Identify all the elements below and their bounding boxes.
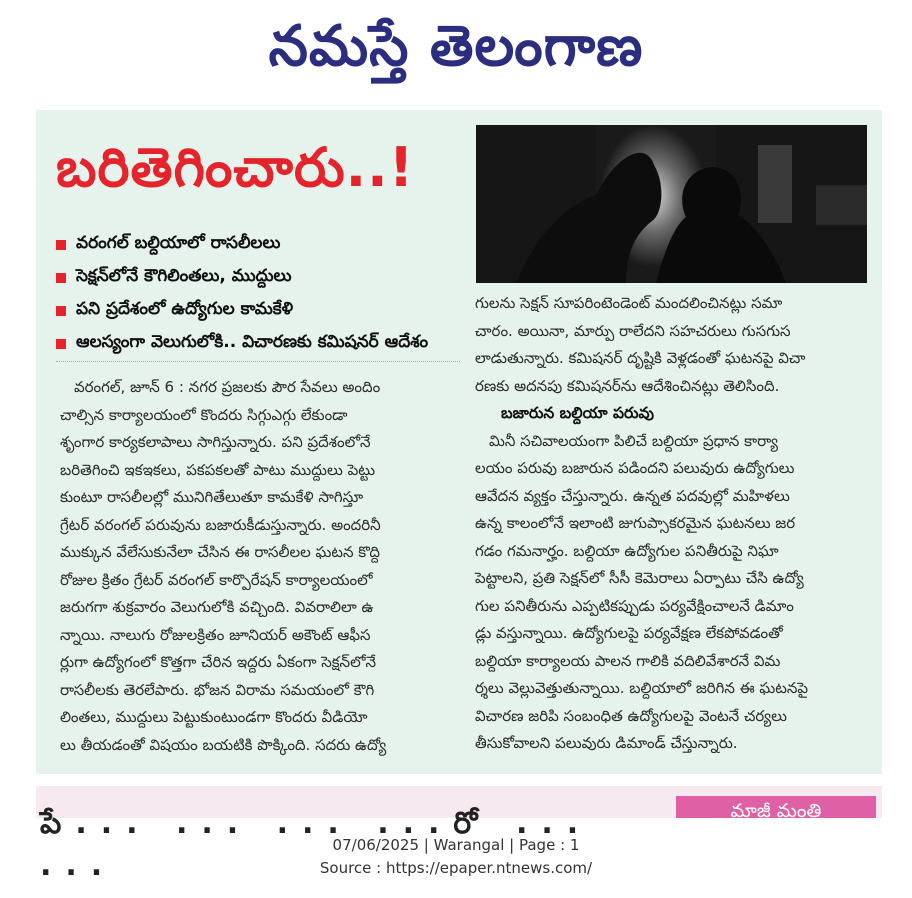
- text-line: ఉన్న కాలంలోనే ఇలాంటి జుగుప్సాకరమైన ఘటనలు జర: [475, 514, 796, 532]
- text-line: లింతలు, ముద్దులు పెట్టుకుంటుండగా కొందరు వీడియో: [60, 708, 368, 726]
- source-link[interactable]: Source : https://epaper.ntnews.com/: [319, 859, 593, 877]
- article-photo: [476, 125, 867, 283]
- newspaper-logo: నమస్తే తెలంగాణ: [268, 13, 644, 79]
- text-line: రణకు అదనపు కమిషనర్‌ను ఆదేశించినట్లు తెలిసింది.: [475, 376, 780, 395]
- edition-info: 07/06/2025 | Warangal | Page : 1: [332, 836, 580, 854]
- text-line: ర్శలు వెల్లువెత్తుతున్నాయి. బల్దియాలో జరిగిన ఈ ఘటనపై: [475, 679, 809, 697]
- text-line: న్నాయి. నాలుగు రోజులక్రితం జూనియర్ అకౌంట్ ఆఫీస: [60, 625, 371, 644]
- text-line: శృంగార కార్యకలాపాలు సాగిస్తున్నారు. పని ప్రదేశంలోనే: [60, 433, 371, 451]
- text-line: రోజుల క్రితం గ్రేటర్ వరంగల్ కార్పొరేషన్ కార్యాలయంలో: [60, 570, 373, 589]
- bullet-square-icon: [56, 240, 66, 250]
- bullet-list: [56, 228, 466, 360]
- text-line: తీసుకోవాలని పలువురు డిమాండ్ చేస్తున్నారు.: [475, 734, 738, 752]
- bullet-square-icon: [56, 306, 66, 316]
- masthead: [0, 0, 912, 92]
- next-story-headline: పే... ... ... ...రో ... ...: [40, 806, 593, 883]
- article-column-2: [475, 290, 875, 758]
- text-line: లయం పరువు బజారున పడిందని పలువురు ఉద్యోగులు: [475, 459, 795, 477]
- text-line: విచారణ జరిపి సంబంధిత ఉద్యోగులపై వెంటనే చర్యలు: [475, 706, 787, 725]
- article-column-1: [60, 374, 460, 759]
- text-line: కుంటూ రాసలీలల్లో మునిగితేలుతూ కామకేళి సాగిస్తూ: [60, 488, 364, 506]
- text-line: బరితెగించి ఇకఇకలు, పకపకలతో పాటు ముద్దులు పెట్టు: [60, 460, 376, 479]
- text-line: చాల్సిన కార్యాలయంలో కొందరు సిగ్గుఎగ్గు లేకుండా: [60, 405, 348, 424]
- text-line: డ్లు వస్తున్నాయి. ఉద్యోగులపై పర్యవేక్షణ లేకపోవడంతో: [475, 624, 783, 642]
- text-line: లాడుతున్నారు. కమిషనర్ దృష్టికి వెళ్లడంతో ఘటనపై విచా: [475, 349, 806, 367]
- text-line: ర్లుగా ఉద్యోగంలో కొత్తగా చేరిన ఇద్దరు ఏకంగా సెక్షన్‌లోనే: [60, 653, 377, 671]
- bullet-item: పని ప్రదేశంలో ఉద్యోగుల కామకేళి: [56, 294, 466, 327]
- text-line: మినీ సచివాలయంగా పిలిచే బల్దియా ప్రధాన కార్యా: [489, 431, 778, 450]
- page-footer: [0, 834, 912, 880]
- text-line: పెట్టాలని, ప్రతి సెక్షన్‌లో సీసీ కెమెరాలు ఏర్పాటు చేసి ఉద్యో: [475, 569, 804, 587]
- article-headline: బరితెగించారు..!: [56, 136, 415, 199]
- text-line: బల్దియా కార్యాలయ పాలన గాలికి వదిలివేశారనే విమ: [475, 651, 781, 670]
- text-line: గుల పనితీరును ఎప్పటికప్పుడు పర్యవేక్షించాలనే డిమాం: [475, 596, 794, 615]
- bullet-square-icon: [56, 339, 66, 349]
- bullet-item: ఆలస్యంగా వెలుగులోకి.. విచారణకు కమిషనర్ ఆదేశం: [56, 327, 466, 360]
- text-line: గ్రేటర్ వరంగల్ పరువును బజారుకీడుస్తున్నారు. అందరినీ: [60, 515, 381, 534]
- text-line: లు తీయడంతో విషయం బయటికి పొక్కింది. సదరు ఉద్యో: [60, 735, 387, 754]
- text-line: జరుగగా శుక్రవారం వెలుగులోకి వచ్చింది. వివరాలిలా ఉ: [60, 598, 374, 616]
- divider: [56, 361, 460, 362]
- bullet-square-icon: [56, 273, 66, 283]
- text-line: గడం గమనార్హం. బల్దియా ఉద్యోగుల పనితీరుపై నిఘా: [475, 541, 779, 560]
- silhouette-couple-image: [476, 125, 867, 283]
- text-line: రాసలీలకు తెరలేపారు. భోజన విరామ సమయంలో కౌగి: [60, 680, 375, 699]
- next-story-tag: మాజీ మంత్రి: [676, 796, 876, 818]
- bullet-item: వరంగల్ బల్దియాలో రాసలీలలు: [56, 228, 466, 261]
- text-line: గులను సెక్షన్ సూపరింటెండెంట్ మందలించినట్లు సమా: [475, 294, 783, 312]
- bullet-item: సెక్షన్‌లోనే కౌగిలింతలు, ముద్దులు: [56, 261, 466, 294]
- text-line: ఆవేదన వ్యక్తం చేస్తున్నారు. ఉన్నత పదవుల్లో మహిళలు: [475, 486, 790, 505]
- subheading: బజారున బల్దియా పరువు: [501, 404, 655, 422]
- text-line: చారం. అయినా, మార్పు రాలేదని సహచరులు గుసగుస: [475, 321, 791, 340]
- text-line: ముక్కున వేలేసుకునేలా చేసిన ఈ రాసలీలల ఘటన కొద్ది: [60, 543, 380, 561]
- text-line: వరంగల్, జూన్ 6 : నగర ప్రజలకు పౌర సేవలు అందిం: [74, 378, 381, 396]
